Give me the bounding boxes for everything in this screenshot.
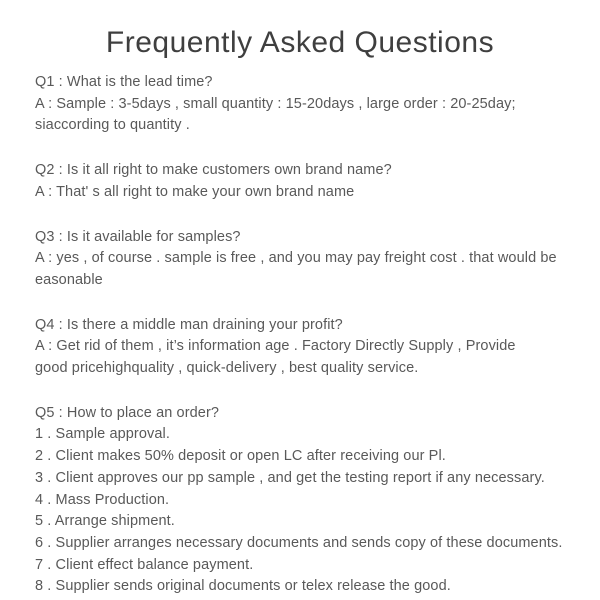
faq-block-q1 xyxy=(35,72,582,137)
faq-line: siaccording to quantity . xyxy=(35,117,190,134)
faq-line: 2 . Client makes 50% deposit or open LC after receiving our Pl. xyxy=(35,448,446,465)
faq-line: A : That' s all right to make your own brand name xyxy=(35,183,355,200)
faq-line: 1 . Sample approval. xyxy=(35,426,170,443)
faq-line: 7 . Client effect balance payment. xyxy=(35,556,254,573)
faq-block-q5 xyxy=(35,403,582,598)
faq-list xyxy=(0,60,600,598)
faq-line: good pricehighquality , quick-delivery , best quality service. xyxy=(35,360,419,377)
faq-line: A : Get rid of them , it’s information age . Factory Directly Supply , Provide xyxy=(35,338,516,355)
faq-line: 8 . Supplier sends original documents or telex release the good. xyxy=(35,578,451,595)
faq-line: 5 . Arrange shipment. xyxy=(35,513,175,530)
faq-line: A : yes , of course . sample is free , and you may pay freight cost . that would be xyxy=(35,250,557,267)
faq-block-q3 xyxy=(35,227,582,292)
faq-line: Q4 : Is there a middle man draining your profit? xyxy=(35,316,343,333)
faq-line: 3 . Client approves our pp sample , and get the testing report if any necessary. xyxy=(35,469,545,486)
faq-line: easonable xyxy=(35,271,103,288)
faq-line: 4 . Mass Production. xyxy=(35,491,170,508)
faq-line: A : Sample : 3-5days , small quantity : 15-20days , large order : 20-25day; xyxy=(35,95,516,112)
faq-line: 6 . Supplier arranges necessary documents and sends copy of these documents. xyxy=(35,534,563,551)
faq-block-q4 xyxy=(35,315,582,380)
faq-line: Q3 : Is it available for samples? xyxy=(35,228,241,245)
faq-line: Q2 : Is it all right to make customers own brand name? xyxy=(35,162,392,179)
faq-line: Q1 : What is the lead time? xyxy=(35,74,213,90)
faq-line: Q5 : How to place an order? xyxy=(35,404,220,421)
faq-block-q2 xyxy=(35,160,582,203)
page-title: Frequently Asked Questions xyxy=(105,26,495,59)
